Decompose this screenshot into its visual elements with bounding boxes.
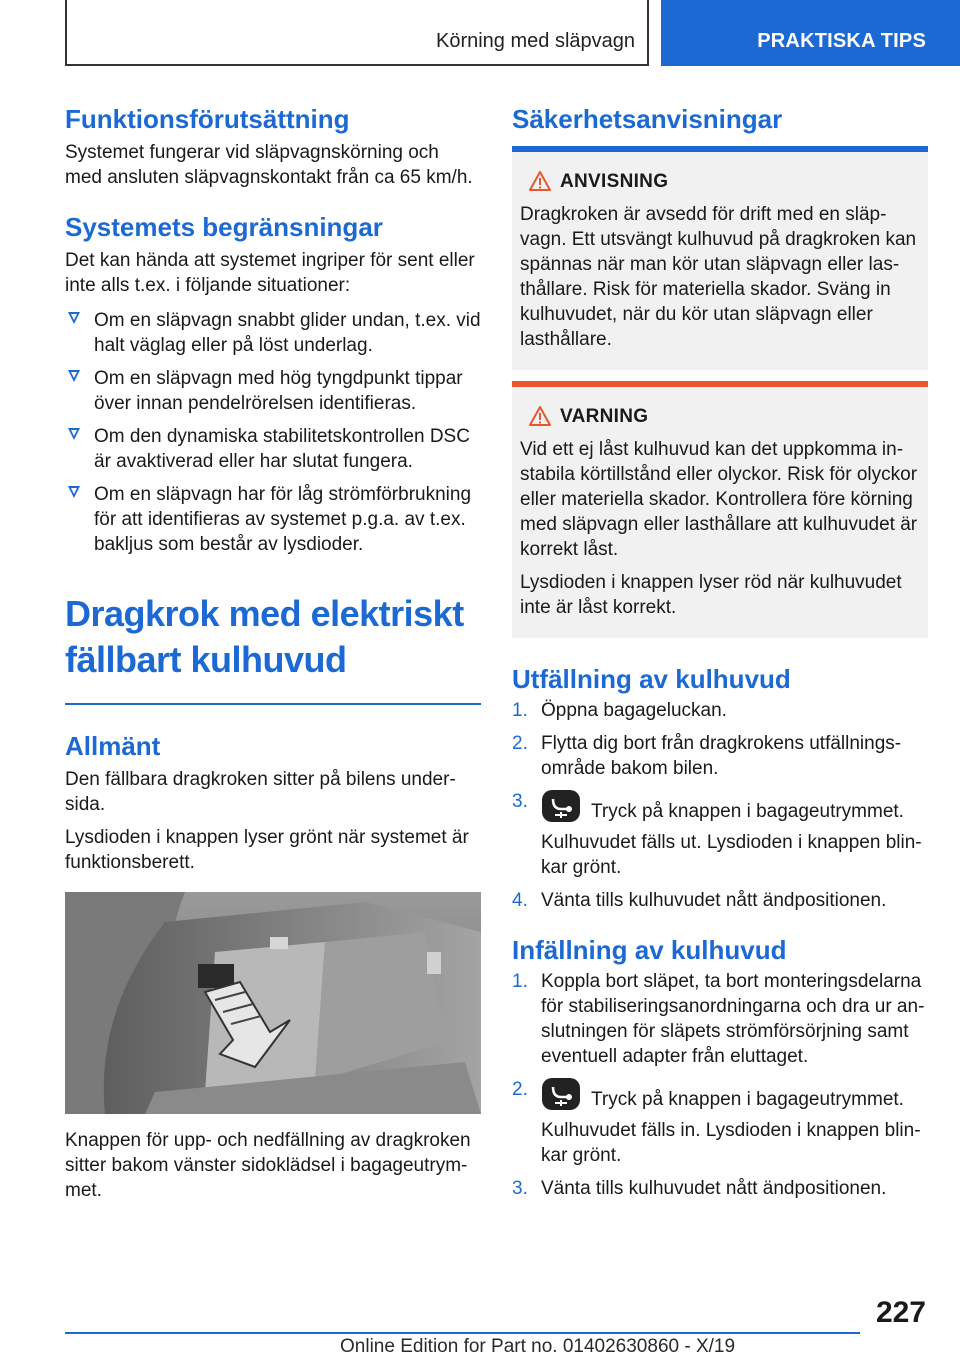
limits-intro: Det kan hända att systemet ingriper för sent eller inte alls t.ex. i följande situationer: (65, 250, 475, 296)
retract-steps (512, 969, 928, 1201)
retract-step2-sub: Kulhuvudet fälls in. Lysdioden i knappen blinkar grönt. (541, 1120, 921, 1166)
funk-heading: Funktionsförutsättning (65, 104, 350, 134)
bullet-triangle-icon (68, 370, 80, 382)
list-item: 2. Flytta dig bort från dragkrokens utfällningsområde bakom bilen. (512, 733, 902, 779)
notice-label-row (520, 170, 920, 194)
header-left-border (65, 0, 67, 66)
notice-text: Dragkroken är avsedd för drift med en släpvagn. Ett utsvängt kulhuvud på dragkroken kan spännas när man kör utan släpvagn eller lasthållare. Risk för materiella skador. Sväng in kulhuvudet, när du kör utan släpvagn eller lasthållare. (520, 204, 917, 350)
bullet-triangle-icon (68, 428, 80, 440)
list-item: 2. Tryck på knappen i bagageutrymmet. Kulhuvudet fälls in. Lysdioden i knappen blinkar grönt. (512, 1077, 928, 1168)
warning-label-row (520, 405, 920, 429)
trunk-illustration (65, 892, 481, 1114)
warning-text1: Vid ett ej låst kulhuvud kan det uppkomma instabila körtillstånd eller olyckor. Risk för olyckor eller materiella skador. Kontrollera före körning med släpvagn eller lasthållare att kulhuvudet är korrekt låst. (520, 439, 918, 560)
list-item: Om den dynamiska stabilitetskontrollen DSC är avaktiverad eller har slutat fungera. (65, 424, 481, 474)
list-item: Om en släpvagn har för låg strömförbrukning för att identifieras av systemet p.g.a. av t.ex. bakljus som består av lysdioder. (65, 482, 481, 557)
limits-list (65, 308, 481, 557)
section-title: Körning med släpvagn (435, 30, 635, 52)
list-item: Om en släpvagn med hög tyngdpunkt tippar över innan pendelrörelsen identifieras. (65, 366, 481, 416)
warning-box (512, 387, 928, 638)
main-heading-rule (65, 703, 481, 705)
tow-hook-button-icon (541, 1077, 581, 1111)
list-item: 3. Tryck på knappen i bagageutrymmet. Kulhuvudet fälls ut. Lysdioden i knappen blinkar grönt. (512, 789, 928, 880)
bullet-triangle-icon (68, 486, 80, 498)
safety-heading: Säkerhetsanvisningar (512, 104, 783, 134)
limits-heading: Systemets begränsningar (65, 212, 383, 242)
extend-steps (512, 698, 928, 913)
extend-step3-sub: Kulhuvudet fälls ut. Lysdioden i knappen blinkar grönt. (541, 832, 922, 878)
notice-box (512, 152, 928, 370)
header-right-border (647, 0, 649, 66)
list-item: Om en släpvagn snabbt glider undan, t.ex. vid halt väglag eller på löst underlag. (65, 308, 481, 358)
bullet-triangle-icon (68, 312, 80, 324)
general-heading: Allmänt (65, 730, 161, 761)
list-item: 3. Vänta tills kulhuvudet nått ändpositionen. (512, 1178, 887, 1199)
general-p1: Den fällbara dragkroken sitter på bilens undersida. (65, 768, 456, 815)
left-column (65, 102, 481, 1203)
warning-triangle-icon (528, 405, 552, 427)
header-bottom-border (65, 64, 649, 66)
page-number: 227 (875, 1296, 926, 1329)
chapter-tab-label: PRAKTISKA TIPS (757, 30, 926, 52)
main-heading-line2: fällbart kulhuvud (65, 639, 347, 680)
photo-caption: Knappen för upp- och nedfällning av dragkroken sitter bakom vänster sidoklädsel i bagageutrymmet. (65, 1129, 471, 1201)
notice-label: ANVISNING (560, 171, 669, 192)
warning-text2: Lysdioden i knappen lyser röd när kulhuvudet inte är låst korrekt. (520, 572, 902, 618)
footer-edition: Online Edition for Part no. 01402630860 - X/19 (340, 1336, 736, 1357)
warning-label: VARNING (560, 406, 649, 427)
list-item: 1. Koppla bort släpet, ta bort monteringsdelarna för stabiliseringsanordningarna och dra ur anslutningen för släpets strömförsörjning samt eventuell adapter från eluttaget. (512, 971, 925, 1067)
tow-hook-button-icon (541, 789, 581, 823)
right-column (512, 102, 928, 1201)
list-item: 4. Vänta tills kulhuvudet nått ändpositionen. (512, 890, 887, 911)
chapter-tab[interactable] (661, 0, 960, 66)
general-p2: Lysdioden i knappen lyser grönt när systemet är funktionsberett. (65, 826, 469, 873)
main-heading (65, 591, 481, 683)
retract-heading: Infällning av kulhuvud (512, 935, 787, 965)
funk-text: Systemet fungerar vid släpvagnskörning och med ansluten släpvagnskontakt från ca 65 km/h. (65, 142, 473, 188)
main-heading-line1: Dragkrok med elektriskt (65, 593, 464, 634)
list-item: 1. Öppna bagageluckan. (512, 700, 727, 721)
trunk-photo (65, 892, 481, 1114)
footer-rule (65, 1332, 860, 1334)
warning-triangle-icon (528, 170, 552, 192)
extend-heading: Utfällning av kulhuvud (512, 664, 791, 694)
